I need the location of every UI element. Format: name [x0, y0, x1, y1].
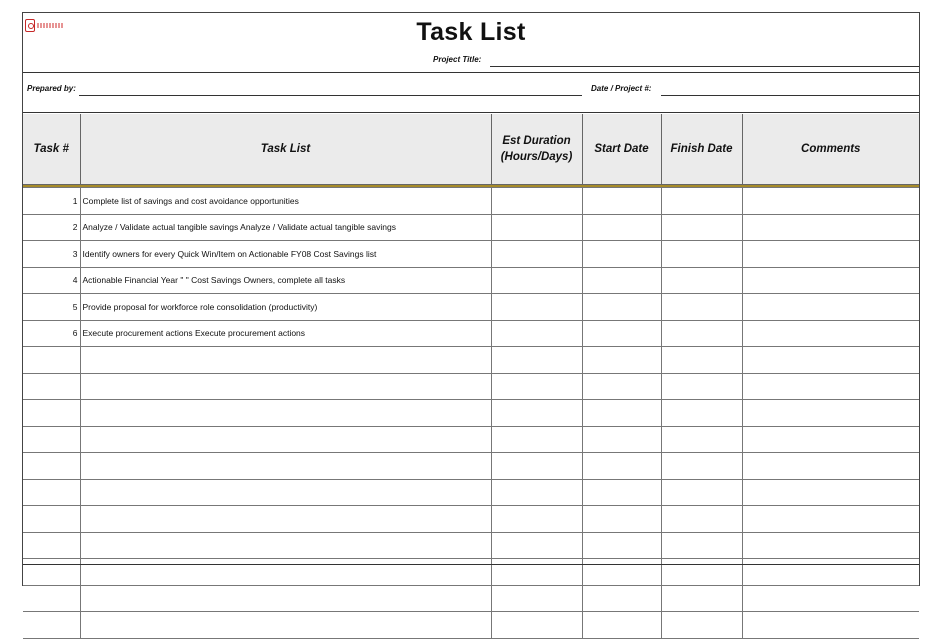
start-date-cell[interactable] [582, 320, 661, 347]
start-date-cell[interactable] [582, 506, 661, 533]
table-row [23, 188, 919, 215]
divider [23, 72, 919, 73]
task-description-cell[interactable] [80, 453, 491, 480]
est-duration-cell[interactable] [491, 214, 582, 241]
start-date-cell[interactable] [582, 214, 661, 241]
column-header-comments: Comments [742, 114, 919, 185]
task-description-cell[interactable]: Complete list of savings and cost avoidance opportunities [80, 188, 491, 215]
task-number-cell[interactable] [23, 612, 80, 639]
est-duration-cell[interactable] [491, 612, 582, 639]
footer-band [23, 564, 919, 585]
start-date-cell[interactable] [582, 347, 661, 374]
task-description-cell[interactable]: Analyze / Validate actual tangible savings Analyze / Validate actual tangible savings [80, 214, 491, 241]
task-number-cell[interactable] [23, 373, 80, 400]
comments-cell[interactable] [742, 294, 919, 321]
date-project-field[interactable] [661, 95, 919, 96]
comments-cell[interactable] [742, 347, 919, 374]
table-row [23, 267, 919, 294]
column-header-task-number: Task # [23, 114, 80, 185]
task-description-cell[interactable]: Identify owners for every Quick Win/Item on Actionable FY08 Cost Savings list [80, 241, 491, 268]
comments-cell[interactable] [742, 400, 919, 427]
task-number-cell[interactable] [23, 532, 80, 559]
finish-date-cell[interactable] [661, 400, 742, 427]
task-number-cell[interactable] [23, 347, 80, 374]
task-number-cell[interactable] [23, 426, 80, 453]
start-date-cell[interactable] [582, 426, 661, 453]
comments-cell[interactable] [742, 320, 919, 347]
task-number-cell[interactable]: 3 [23, 241, 80, 268]
task-list-sheet [22, 12, 920, 586]
est-duration-cell[interactable] [491, 267, 582, 294]
finish-date-cell[interactable] [661, 585, 742, 612]
table-header-row [23, 114, 919, 185]
date-project-label: Date / Project #: [591, 84, 652, 93]
finish-date-cell[interactable] [661, 241, 742, 268]
finish-date-cell[interactable] [661, 453, 742, 480]
finish-date-cell[interactable] [661, 479, 742, 506]
start-date-cell[interactable] [582, 373, 661, 400]
est-duration-cell[interactable] [491, 347, 582, 374]
task-number-cell[interactable] [23, 400, 80, 427]
task-number-cell[interactable] [23, 585, 80, 612]
table-row [23, 426, 919, 453]
column-header-finish-date: Finish Date [661, 114, 742, 185]
project-title-field[interactable] [490, 66, 919, 67]
comments-cell[interactable] [742, 585, 919, 612]
task-number-cell[interactable]: 4 [23, 267, 80, 294]
task-description-cell[interactable]: Actionable Financial Year " " Cost Savings Owners, complete all tasks [80, 267, 491, 294]
table-row [23, 373, 919, 400]
table-row [23, 294, 919, 321]
est-duration-cell[interactable] [491, 532, 582, 559]
comments-cell[interactable] [742, 506, 919, 533]
start-date-cell[interactable] [582, 585, 661, 612]
comments-cell[interactable] [742, 453, 919, 480]
finish-date-cell[interactable] [661, 532, 742, 559]
comments-cell[interactable] [742, 241, 919, 268]
finish-date-cell[interactable] [661, 506, 742, 533]
task-number-cell[interactable]: 2 [23, 214, 80, 241]
task-number-cell[interactable] [23, 479, 80, 506]
task-number-cell[interactable] [23, 506, 80, 533]
table-row [23, 453, 919, 480]
task-description-cell[interactable]: Execute procurement actions Execute procurement actions [80, 320, 491, 347]
comments-cell[interactable] [742, 479, 919, 506]
est-duration-cell[interactable] [491, 373, 582, 400]
comments-cell[interactable] [742, 267, 919, 294]
column-header-task-list: Task List [80, 114, 491, 185]
start-date-cell[interactable] [582, 400, 661, 427]
est-duration-cell[interactable] [491, 241, 582, 268]
est-duration-cell[interactable] [491, 506, 582, 533]
est-duration-cell[interactable] [491, 400, 582, 427]
est-duration-cell[interactable] [491, 188, 582, 215]
table-row [23, 320, 919, 347]
finish-date-cell[interactable] [661, 373, 742, 400]
start-date-cell[interactable] [582, 453, 661, 480]
est-duration-cell[interactable] [491, 453, 582, 480]
task-description-cell[interactable] [80, 506, 491, 533]
comments-cell[interactable] [742, 532, 919, 559]
table-row [23, 214, 919, 241]
task-number-cell[interactable]: 1 [23, 188, 80, 215]
finish-date-cell[interactable] [661, 267, 742, 294]
table-row [23, 585, 919, 612]
divider [23, 112, 919, 113]
finish-date-cell[interactable] [661, 320, 742, 347]
table-row [23, 612, 919, 639]
comments-cell[interactable] [742, 188, 919, 215]
table-row [23, 506, 919, 533]
task-description-cell[interactable] [80, 400, 491, 427]
finish-date-cell[interactable] [661, 426, 742, 453]
start-date-cell[interactable] [582, 294, 661, 321]
task-table [23, 114, 919, 639]
task-description-cell[interactable] [80, 585, 491, 612]
finish-date-cell[interactable] [661, 612, 742, 639]
task-number-cell[interactable]: 5 [23, 294, 80, 321]
prepared-by-label: Prepared by: [27, 84, 76, 93]
task-description-cell[interactable] [80, 426, 491, 453]
table-row [23, 400, 919, 427]
task-description-cell[interactable] [80, 612, 491, 639]
start-date-cell[interactable] [582, 241, 661, 268]
table-row [23, 347, 919, 374]
start-date-cell[interactable] [582, 479, 661, 506]
table-row [23, 241, 919, 268]
task-number-cell[interactable]: 6 [23, 320, 80, 347]
finish-date-cell[interactable] [661, 294, 742, 321]
finish-date-cell[interactable] [661, 214, 742, 241]
task-description-cell[interactable] [80, 373, 491, 400]
est-duration-cell[interactable] [491, 320, 582, 347]
start-date-cell[interactable] [582, 267, 661, 294]
start-date-cell[interactable] [582, 532, 661, 559]
finish-date-cell[interactable] [661, 347, 742, 374]
comments-cell[interactable] [742, 373, 919, 400]
comments-cell[interactable] [742, 612, 919, 639]
task-description-cell[interactable] [80, 479, 491, 506]
task-description-cell[interactable] [80, 532, 491, 559]
est-duration-cell[interactable] [491, 294, 582, 321]
start-date-cell[interactable] [582, 612, 661, 639]
prepared-by-field[interactable] [79, 95, 582, 96]
task-description-cell[interactable] [80, 347, 491, 374]
task-number-cell[interactable] [23, 453, 80, 480]
column-header-est-duration: Est Duration (Hours/Days) [491, 114, 582, 185]
task-description-cell[interactable]: Provide proposal for workforce role consolidation (productivity) [80, 294, 491, 321]
est-duration-cell[interactable] [491, 426, 582, 453]
est-duration-cell[interactable] [491, 479, 582, 506]
table-row [23, 479, 919, 506]
finish-date-cell[interactable] [661, 188, 742, 215]
project-title-label: Project Title: [433, 55, 482, 64]
comments-cell[interactable] [742, 426, 919, 453]
est-duration-cell[interactable] [491, 585, 582, 612]
table-row [23, 532, 919, 559]
page-title: Task List [416, 18, 526, 46]
column-header-start-date: Start Date [582, 114, 661, 185]
comments-cell[interactable] [742, 214, 919, 241]
start-date-cell[interactable] [582, 188, 661, 215]
